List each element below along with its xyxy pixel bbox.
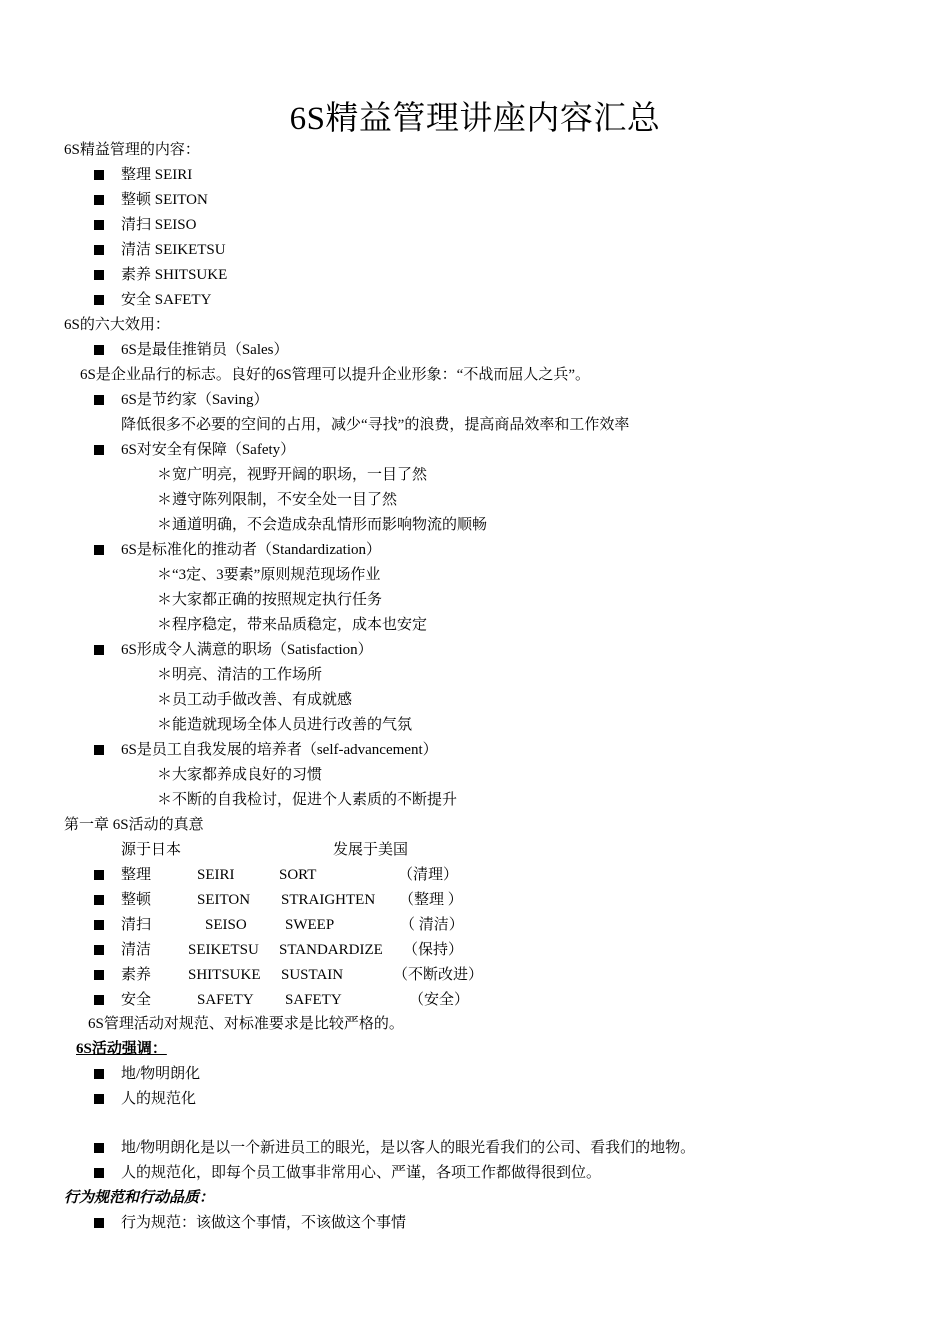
term-note: （ 清洁） — [400, 917, 464, 933]
sub-item: ＊程序稳定，带来品质稳定，成本也安定 — [157, 617, 428, 633]
bullet-icon — [94, 995, 104, 1005]
paragraph: 6S是企业品行的标志。良好的6S管理可以提升企业形象：“不战而屈人之兵”。 — [80, 367, 591, 383]
term-cn: 整顿 — [121, 892, 152, 908]
sub-item: ＊明亮、清洁的工作场所 — [157, 667, 323, 683]
term-cn: 素养 — [121, 967, 152, 983]
bullet-icon — [94, 945, 104, 955]
term-jp: SEISO — [205, 917, 247, 933]
bullet-icon — [94, 1094, 104, 1104]
sub-item: ＊遵守陈列限制，不安全处一目了然 — [157, 492, 398, 508]
section-heading: 6S精益管理的内容： — [64, 142, 200, 158]
origin-left: 源于日本 — [121, 842, 182, 858]
term-note: （安全） — [409, 992, 470, 1008]
list-item: 清扫 SEISO — [121, 217, 197, 233]
term-en: SUSTAIN — [281, 967, 344, 983]
list-item: 人的规范化，即每个员工做事非常用心、严谨，各项工作都做得很到位。 — [121, 1165, 602, 1181]
origin-right: 发展于美国 — [333, 842, 409, 858]
term-cn: 安全 — [121, 992, 152, 1008]
term-cn: 清洁 — [121, 942, 152, 958]
sub-item: ＊大家都正确的按照规定执行任务 — [157, 592, 383, 608]
bullet-icon — [94, 195, 104, 205]
section-heading: 6S的六大效用： — [64, 317, 170, 333]
bullet-icon — [94, 970, 104, 980]
list-item: 6S是最佳推销员（Sales） — [121, 342, 289, 358]
bullet-icon — [94, 395, 104, 405]
paragraph: 6S管理活动对规范、对标准要求是比较严格的。 — [88, 1016, 404, 1032]
term-cn: 清扫 — [121, 917, 152, 933]
bullet-icon — [94, 445, 104, 455]
sub-item: ＊宽广明亮，视野开阔的职场，一目了然 — [157, 467, 428, 483]
sub-item: ＊不断的自我检讨，促进个人素质的不断提升 — [157, 792, 458, 808]
term-en: SWEEP — [285, 917, 335, 933]
bullet-icon — [94, 920, 104, 930]
list-item: 6S是标准化的推动者（Standardization） — [121, 542, 381, 558]
term-en: STANDARDIZE — [279, 942, 383, 958]
bullet-icon — [94, 295, 104, 305]
bullet-icon — [94, 895, 104, 905]
bullet-icon — [94, 745, 104, 755]
bullet-icon — [94, 270, 104, 280]
bullet-icon — [94, 870, 104, 880]
term-en: STRAIGHTEN — [281, 892, 376, 908]
bullet-icon — [94, 645, 104, 655]
paragraph: 降低很多不必要的空间的占用，减少“寻找”的浪费，提高商品效率和工作效率 — [121, 417, 630, 433]
term-jp: SAFETY — [197, 992, 254, 1008]
list-item: 6S对安全有保障（Safety） — [121, 442, 296, 458]
emphasis-heading: 6S活动强调： — [76, 1041, 167, 1057]
sub-item: ＊能造就现场全体人员进行改善的气氛 — [157, 717, 413, 733]
list-item: 行为规范：该做这个事情，不该做这个事情 — [121, 1215, 407, 1231]
term-note: （保持） — [403, 942, 464, 958]
term-note: （整理 ） — [399, 892, 463, 908]
page-title: 6S精益管理讲座内容汇总 — [289, 101, 661, 137]
bullet-icon — [94, 345, 104, 355]
sub-item: ＊通道明确，不会造成杂乱情形而影响物流的顺畅 — [157, 517, 488, 533]
list-item: 整理 SEIRI — [121, 167, 193, 183]
term-jp: SHITSUKE — [188, 967, 261, 983]
bullet-icon — [94, 1168, 104, 1178]
list-item: 6S形成令人满意的职场（Satisfaction） — [121, 642, 373, 658]
list-item: 6S是节约家（Saving） — [121, 392, 269, 408]
term-cn: 整理 — [121, 867, 152, 883]
bullet-icon — [94, 1218, 104, 1228]
term-note: （不断改进） — [393, 967, 484, 983]
term-jp: SEIRI — [197, 867, 235, 883]
bullet-icon — [94, 245, 104, 255]
list-item: 地/物明朗化 — [121, 1066, 201, 1082]
list-item: 素养 SHITSUKE — [121, 267, 228, 283]
term-en: SAFETY — [285, 992, 342, 1008]
sub-item: ＊员工动手做改善、有成就感 — [157, 692, 353, 708]
term-note: （清理） — [398, 867, 459, 883]
list-item: 地/物明朗化是以一个新进员工的眼光，是以客人的眼光看我们的公司、看我们的地物。 — [121, 1140, 696, 1156]
behavior-heading: 行为规范和行动品质： — [64, 1190, 215, 1206]
list-item: 6S是员工自我发展的培养者（self-advancement） — [121, 742, 438, 758]
list-item: 人的规范化 — [121, 1091, 197, 1107]
term-jp: SEIKETSU — [188, 942, 259, 958]
list-item: 清洁 SEIKETSU — [121, 242, 226, 258]
list-item: 整顿 SEITON — [121, 192, 208, 208]
bullet-icon — [94, 1143, 104, 1153]
chapter-heading: 第一章 6S活动的真意 — [64, 817, 204, 833]
bullet-icon — [94, 545, 104, 555]
sub-item: ＊“3定、3要素”原则规范现场作业 — [157, 567, 381, 583]
bullet-icon — [94, 1069, 104, 1079]
list-item: 安全 SAFETY — [121, 292, 212, 308]
term-jp: SEITON — [197, 892, 251, 908]
bullet-icon — [94, 170, 104, 180]
sub-item: ＊大家都养成良好的习惯 — [157, 767, 323, 783]
term-en: SORT — [279, 867, 317, 883]
bullet-icon — [94, 220, 104, 230]
